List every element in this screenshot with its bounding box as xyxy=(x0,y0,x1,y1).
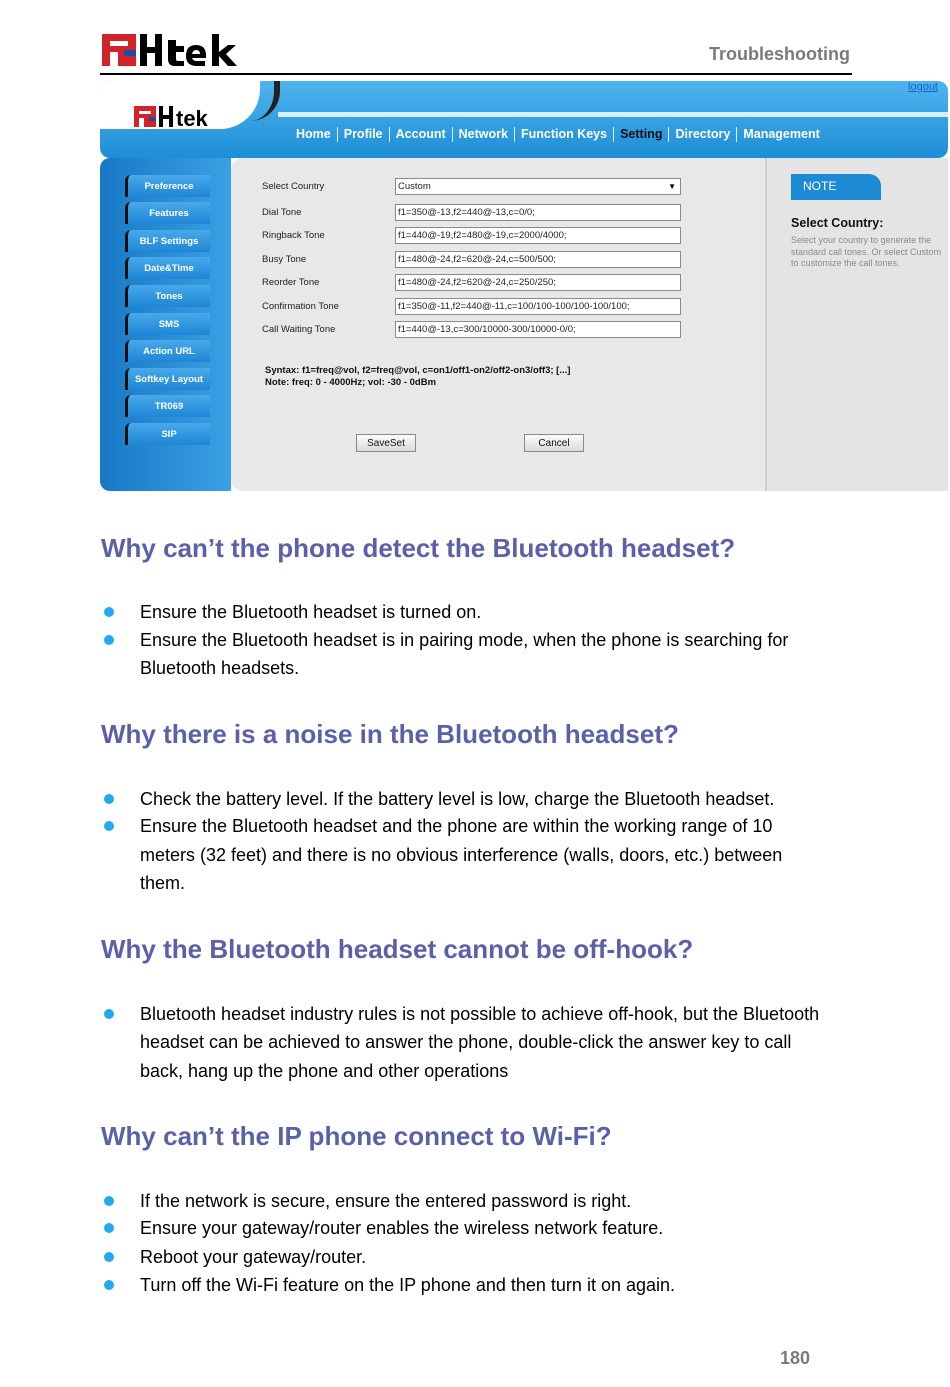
menu-management[interactable]: Management xyxy=(743,127,820,141)
menu-profile[interactable]: Profile xyxy=(343,127,383,141)
paragraph-line: Bluetooth headsets. xyxy=(140,658,300,678)
menu-network[interactable]: Network xyxy=(458,127,508,141)
bullet-dot xyxy=(104,635,114,645)
sidebar-item-softkey-layout[interactable]: Softkey Layout xyxy=(125,368,210,390)
note-tab: NOTE xyxy=(791,174,881,200)
paragraph-line: them. xyxy=(140,873,186,893)
paragraph-line: back, hang up the phone and other operations xyxy=(140,1061,509,1081)
sidebar-item-tr069[interactable]: TR069 xyxy=(125,395,210,417)
reorder-tone-input[interactable]: f1=480@-24,f2=620@-24,c=250/250; xyxy=(395,274,681,291)
menu-function-keys[interactable]: Function Keys xyxy=(520,127,608,141)
bullet-dot xyxy=(104,821,114,831)
page-number: 180 xyxy=(780,1348,811,1368)
confirmation-tone-label: Confirmation Tone xyxy=(262,301,339,312)
note-hint: Note: freq: 0 - 4000Hz; vol: -30 - 0dBm xyxy=(265,377,437,388)
sidebar-item-features[interactable]: Features xyxy=(125,202,210,224)
bullet-dot xyxy=(104,1252,114,1262)
web-ui-logo xyxy=(134,104,238,130)
paragraph-line: Check the battery level. If the battery level is low, charge the Bluetooth headset. xyxy=(140,789,775,809)
sidebar-item-tones[interactable]: Tones xyxy=(125,285,210,307)
paragraph-line: Ensure the Bluetooth headset is turned on. xyxy=(140,602,482,622)
menu-setting[interactable]: Setting xyxy=(620,127,663,141)
paragraph-line: Reboot your gateway/router. xyxy=(140,1247,367,1267)
menu-account[interactable]: Account xyxy=(395,127,446,141)
web-ui-sidebar xyxy=(100,158,231,491)
select-country-label: Select Country xyxy=(262,181,325,192)
paragraph-line: Ensure the Bluetooth headset and the phone are within the working range of 10 xyxy=(140,816,773,836)
paragraph-line: Ensure your gateway/router enables the wireless network feature. xyxy=(140,1218,664,1238)
bullet-dot xyxy=(104,794,114,804)
select-country-dropdown[interactable] xyxy=(395,178,681,195)
busy-tone-label: Busy Tone xyxy=(262,254,307,265)
syntax-hint: Syntax: f1=freq@vol, f2=freq@vol, c=on1/off1-on2/off2-on3/off3; [...] xyxy=(265,365,571,376)
call-waiting-tone-label: Call Waiting Tone xyxy=(262,324,336,335)
select-country-value: Custom xyxy=(398,181,431,192)
bullet-dot xyxy=(104,1280,114,1290)
busy-tone-input[interactable]: f1=480@-24,f2=620@-24,c=500/500; xyxy=(395,251,681,268)
bullet-dot xyxy=(104,607,114,617)
sidebar-item-blf-settings[interactable]: BLF Settings xyxy=(125,230,210,252)
bullet-dot xyxy=(104,1223,114,1233)
sidebar-item-sip[interactable]: SIP xyxy=(125,423,210,445)
paragraph-line: Bluetooth headset industry rules is not possible to achieve off-hook, but the Bluetooth xyxy=(140,1004,820,1024)
note-panel xyxy=(765,158,948,491)
menu-home[interactable]: Home xyxy=(296,127,331,141)
heading-wifi-connect: Why can’t the IP phone connect to Wi-Fi? xyxy=(101,1121,612,1151)
note-title: Select Country: xyxy=(791,216,884,230)
confirmation-tone-input[interactable]: f1=350@-11,f2=440@-11,c=100/100-100/100-100/100; xyxy=(395,298,681,315)
dropdown-arrow-icon: ▼ xyxy=(668,182,676,191)
htek-logo xyxy=(100,30,265,70)
heading-bluetooth-detect: Why can’t the phone detect the Bluetooth headset? xyxy=(101,533,736,563)
header-divider xyxy=(100,73,852,75)
note-text: Select your country to generate the standard call tones. Or select Custom to customize the call tones. xyxy=(791,235,942,268)
reorder-tone-label: Reorder Tone xyxy=(262,277,320,288)
cancel-button[interactable]: Cancel xyxy=(524,434,584,452)
web-ui-screenshot xyxy=(100,78,950,493)
heading-bluetooth-noise: Why there is a noise in the Bluetooth headset? xyxy=(101,719,679,749)
web-ui-topbar xyxy=(100,81,948,158)
web-ui-menu xyxy=(290,124,826,144)
paragraph-line: headset can be achieved to answer the phone, double-click the answer key to call xyxy=(140,1032,792,1052)
tones-form xyxy=(231,158,765,491)
ringback-tone-label: Ringback Tone xyxy=(262,230,325,241)
paragraph-line: Turn off the Wi-Fi feature on the IP phone and then turn it on again. xyxy=(140,1275,676,1295)
call-waiting-tone-input[interactable]: f1=440@-13,c=300/10000-300/10000-0/0; xyxy=(395,321,681,338)
bullet-dot xyxy=(104,1196,114,1206)
paragraph-line: Ensure the Bluetooth headset is in pairing mode, when the phone is searching for xyxy=(140,630,789,650)
sidebar-item-preference[interactable]: Preference xyxy=(125,175,210,197)
bullet-dot xyxy=(104,1009,114,1019)
sidebar-item-date-time[interactable]: Date&Time xyxy=(125,257,210,279)
sidebar-item-action-url[interactable]: Action URL xyxy=(125,340,210,362)
heading-bluetooth-off-hook: Why the Bluetooth headset cannot be off-hook? xyxy=(101,934,694,964)
sidebar-item-sms[interactable]: SMS xyxy=(125,313,210,335)
paragraph-line: If the network is secure, ensure the entered password is right. xyxy=(140,1191,632,1211)
paragraph-line: meters (32 feet) and there is no obvious interference (walls, doors, etc.) between xyxy=(140,845,783,865)
dial-tone-label: Dial Tone xyxy=(262,207,302,218)
menu-directory[interactable]: Directory xyxy=(675,127,731,141)
logout-link[interactable]: logout xyxy=(908,81,938,93)
ringback-tone-input[interactable]: f1=440@-19,f2=480@-19,c=2000/4000; xyxy=(395,227,681,244)
dial-tone-input[interactable]: f1=350@-13,f2=440@-13,c=0/0; xyxy=(395,204,681,221)
section-title: Troubleshooting xyxy=(709,44,850,64)
svg-text:tek: tek xyxy=(176,106,208,130)
saveset-button[interactable]: SaveSet xyxy=(356,434,416,452)
